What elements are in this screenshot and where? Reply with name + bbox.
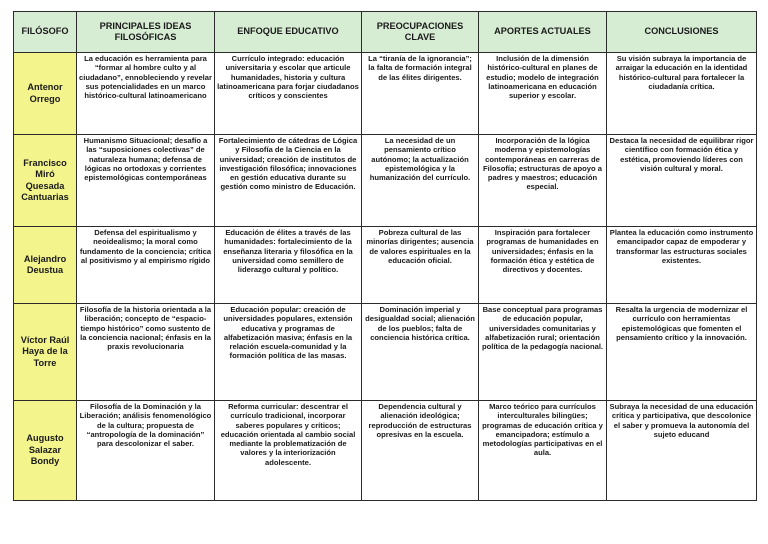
conclusiones-cell: Subraya la necesidad de una educación crítica y participativa, que descolonice el saber y promueva la autonomía del sujeto educand <box>607 401 757 501</box>
preocupaciones-cell: La “tiranía de la ignorancia”; la falta de formación integral de las élites dirigentes. <box>362 53 479 135</box>
table-row <box>14 53 757 135</box>
conclusiones-cell: Su visión subraya la importancia de arraigar la educación en la identidad histórico-cultural para fortalecer la ciudadanía crítica. <box>607 53 757 135</box>
enfoque-cell: Educación de élites a través de las humanidades: fortalecimiento de la enseñanza literaria y filosófica en la universidad como semillero de liderazgo cultural y político. <box>215 227 362 304</box>
philosopher-name-cell: Alejandro Deustua <box>14 227 77 304</box>
preocupaciones-cell: Dependencia cultural y alienación ideológica; reproducción de estructuras opresivas en la escuela. <box>362 401 479 501</box>
table-row <box>14 401 757 501</box>
ideas-cell: La educación es herramienta para “formar al hombre culto y al ciudadano”, ennobleciendo y revelar sus potencialidades en un marco histórico-cultural latinoamericano <box>77 53 215 135</box>
philosophers-comparison-table <box>13 11 757 501</box>
ideas-cell: Humanismo Situacional; desafío a las “suposiciones colectivas” de naturaleza humana; defensa de lógicas no ortodoxas y corrientes epistemológicas contemporáneas <box>77 135 215 227</box>
aportes-cell: Incorporación de la lógica moderna y epistemologías contemporáneas en carreras de Filosofía; estructuras de apoyo a padres y maestros; educación especial. <box>479 135 607 227</box>
table-row <box>14 304 757 401</box>
philosopher-name-cell: Antenor Orrego <box>14 53 77 135</box>
conclusiones-cell: Resalta la urgencia de modernizar el currículo con herramientas epistemológicas que fomenten el pensamiento crítico y la innovación. <box>607 304 757 401</box>
preocupaciones-cell: Pobreza cultural de las minorías dirigentes; ausencia de valores espirituales en la educación oficial. <box>362 227 479 304</box>
aportes-cell: Inspiración para fortalecer programas de humanidades en universidades; énfasis en la formación ética y estética de directivos y docentes. <box>479 227 607 304</box>
aportes-cell: Inclusión de la dimensión histórico-cultural en planes de estudio; modelo de integración latinoamericana en educación superior y escolar. <box>479 53 607 135</box>
header-aportes: APORTES ACTUALES <box>479 12 607 53</box>
header-filosofo: FILÓSOFO <box>14 12 77 53</box>
philosopher-name-cell: Víctor Raúl Haya de la Torre <box>14 304 77 401</box>
philosopher-name-cell: Francisco Miró Quesada Cantuarias <box>14 135 77 227</box>
header-conclusiones: CONCLUSIONES <box>607 12 757 53</box>
aportes-cell: Marco teórico para currículos interculturales bilingües; programas de educación crítica y emancipadora; estímulo a metodologías participativas en el aula. <box>479 401 607 501</box>
preocupaciones-cell: La necesidad de un pensamiento crítico autónomo; la actualización epistemológica y la humanización del currículo. <box>362 135 479 227</box>
philosopher-name-cell: Augusto Salazar Bondy <box>14 401 77 501</box>
table-row <box>14 135 757 227</box>
ideas-cell: Defensa del espiritualismo y neoidealismo; la moral como fundamento de la conciencia; crítica al positivismo y al empirismo rígido <box>77 227 215 304</box>
enfoque-cell: Reforma curricular: descentrar el currículo tradicional, incorporar saberes populares y críticos; educación orientada al cambio social mediante la problematización de valores y la interiorización adolescente. <box>215 401 362 501</box>
header-ideas: PRINCIPALES IDEAS FILOSÓFICAS <box>77 12 215 53</box>
ideas-cell: Filosofía de la historia orientada a la liberación; concepto de “espacio-tiempo histórico” como sustento de la conciencia nacional; énfasis en la praxis revolucionaria <box>77 304 215 401</box>
conclusiones-cell: Plantea la educación como instrumento emancipador capaz de empoderar y transformar las estructuras sociales existentes. <box>607 227 757 304</box>
header-row <box>14 12 757 53</box>
aportes-cell: Base conceptual para programas de educación popular, universidades comunitarias y alfabetización rural; orientación política de la pedagogía nacional. <box>479 304 607 401</box>
table-row <box>14 227 757 304</box>
enfoque-cell: Fortalecimiento de cátedras de Lógica y Filosofía de la Ciencia en la universidad; creación de institutos de investigación filosófica; innovaciones en gestión educativa durante su gestión como ministro de Educación. <box>215 135 362 227</box>
ideas-cell: Filosofía de la Dominación y la Liberación; análisis fenomenológico de la cultura; propuesta de “antropología de la dominación” para descolonizar el saber. <box>77 401 215 501</box>
header-preocupaciones: PREOCUPACIONES CLAVE <box>362 12 479 53</box>
enfoque-cell: Currículo integrado: educación universitaria y escolar que articule humanidades, historia y cultura latinoamericana para forjar ciudadanos críticos y conscientes <box>215 53 362 135</box>
preocupaciones-cell: Dominación imperial y desigualdad social; alienación de los pueblos; falta de conciencia histórica crítica. <box>362 304 479 401</box>
enfoque-cell: Educación popular: creación de universidades populares, extensión educativa y programas de alfabetización masiva; énfasis en la relación escuela-comunidad y la formación política de las masas. <box>215 304 362 401</box>
conclusiones-cell: Destaca la necesidad de equilibrar rigor científico con formación ética y estética, promoviendo líderes con visión cultural y moral. <box>607 135 757 227</box>
header-enfoque: ENFOQUE EDUCATIVO <box>215 12 362 53</box>
